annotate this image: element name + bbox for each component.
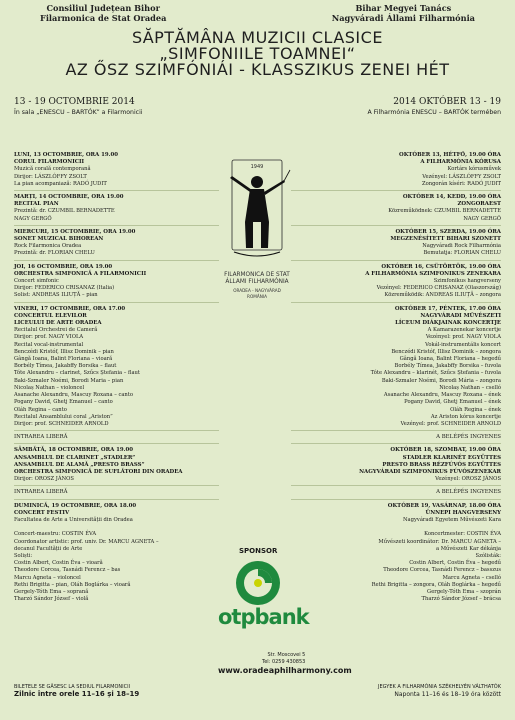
ro-event-1 <box>14 152 219 188</box>
event-detail: Asanache Alexandru, Mascuy Roxana – canto <box>14 392 133 399</box>
website-link[interactable]: www.oradeaphilharmony.com <box>218 666 352 675</box>
event-detail: La pian acompaniază: RADÓ JUDIT <box>14 180 107 187</box>
event-detail: Pogany David, Ghetj Emanuel – canto <box>14 399 113 406</box>
event-heading: VINERI, 17 OCTOMBRIE, ORA 17.00 <box>14 305 126 312</box>
event-detail: Tharzó Sándor József – brácsa <box>421 596 501 603</box>
event-detail: Borbély Tímea, Jakabffy Borsika – fuvola <box>394 363 501 370</box>
date-right: 2014 OKTÓBER 13 - 19 <box>393 97 501 107</box>
event-detail: NAGY GERGŐ <box>14 215 52 222</box>
sponsor-label: SPONSOR <box>239 547 278 555</box>
hu-event-1 <box>291 152 501 188</box>
event-heading: OKTÓBER 19, VASÁRNAP, 18.00 ÓRA <box>387 502 501 509</box>
event-detail: Tóte Alexandru – clarinet, Szűcs Ștefania – flaut <box>14 370 140 377</box>
hu-event-6 <box>291 447 501 496</box>
divider <box>14 485 219 486</box>
divider <box>14 302 219 303</box>
header-right-line2: Nagyváradi Állami Filharmónia <box>331 13 475 23</box>
event-heading: SÂMBĂTĂ, 18 OCTOMBRIE, ORA 19.00 <box>14 447 134 454</box>
event-detail: Tharzó Sándor József – violă <box>14 596 89 603</box>
event-detail: Gergely-Tóth Ema – szoprán <box>427 588 501 595</box>
header-left-line1: Consiliul Județean Bihor <box>46 3 160 13</box>
footer-left <box>14 684 139 698</box>
event-detail: Coordonator artistic: prof. univ. Dr. MARCU AGNETA – <box>14 538 159 545</box>
event-heading: CORUL FILARMONICII <box>14 159 85 166</box>
event-detail: Vezényel: OROSZ JÁNOS <box>435 476 501 483</box>
event-detail: Asanache Alexandru, Mascuy Roxana – ének <box>383 392 501 399</box>
address-phone: Tel: 0259 430853 <box>262 659 306 665</box>
event-detail: Gângă Ioana, Balint Floriana – vioară <box>14 356 113 363</box>
divider <box>291 499 501 500</box>
event-heading: SONET MUZICAL BIHOREAN <box>14 236 104 243</box>
event-detail: Theodore Corcea, Tasnádi Ferencz – basszus <box>383 567 501 574</box>
event-detail: Marcu Agneta – violoncel <box>14 574 81 581</box>
footer-left-line1: BILETELE SE GĂSESC LA SEDIUL FILARMONICII <box>14 684 131 690</box>
event-detail: Benczédi Kristóf, Illisz Dominik – zongora <box>391 348 501 355</box>
ro-event-5 <box>14 306 219 442</box>
logo-caption-ro: FILARMONICA DE STAT <box>224 272 290 278</box>
header-right-line1: Bihar Megyei Tanács <box>355 3 452 13</box>
event-detail: Oláh Regina – ének <box>450 406 501 413</box>
event-heading: OKTÓBER 17, PÉNTEK, 17.00 ÓRA <box>394 305 501 312</box>
ro-event-7 <box>14 503 219 604</box>
event-heading: A FILHARMÓNIA SZIMFONIKUS ZENEKARA <box>365 270 501 277</box>
address-street: Str. Moscovei 5 <box>267 652 306 658</box>
event-detail: Nicolaș Nathan – cselló <box>439 384 501 391</box>
event-heading: ÜNNEPI HANGVERSENY <box>425 509 501 516</box>
event-detail: Oláh Regina – canto <box>14 406 67 413</box>
hu-event-3 <box>291 229 501 258</box>
otp-bank-logo-icon <box>233 558 283 608</box>
event-detail: Facultatea de Arte a Universității din Oradea <box>14 516 133 523</box>
otp-bank-name: otpbank <box>218 605 309 629</box>
hall-left: În sala „ENESCU – BARTÓK” a Filarmonicii <box>14 109 143 116</box>
divider <box>14 443 219 444</box>
free-entry-note: A BELÉPÉS INGYENES <box>436 489 501 496</box>
event-heading: CONCERTUL ELEVILOR <box>14 312 87 319</box>
event-detail: Az Ariston kórus koncertje <box>430 413 501 420</box>
event-heading: ORCHESTRA SIMFONICĂ DE SUFLĂTORI DIN ORADEA <box>14 468 183 475</box>
event-heading: ANSAMBLUL DE CLARINET „STADLER” <box>14 454 136 461</box>
event-detail: Baki-Szmaler Noémi, Borodi Mária – zongora <box>381 377 501 384</box>
event-heading: LÍCEUM DIÁKJAINAK KONCERTJE <box>395 320 501 327</box>
event-detail: Recitalul Ansamblului coral „Ariston” <box>14 413 113 420</box>
divider <box>14 260 219 261</box>
divider <box>14 430 219 431</box>
logo-caption-city: ORADEA - NAGYVÁRAD <box>233 288 281 293</box>
event-heading: LUNI, 13 OCTOMBRIE, ORA 19.00 <box>14 152 118 158</box>
event-detail: Dirijor: prof. SCHNEIDER ARNOLD <box>14 420 109 427</box>
header-right <box>332 3 475 23</box>
free-entry-note: A BELÉPÉS INGYENES <box>436 434 501 441</box>
footer-right <box>378 684 501 698</box>
divider <box>291 485 501 486</box>
divider <box>291 190 501 191</box>
program-hungarian <box>291 152 501 603</box>
event-detail: Nicolaș Nathan – violoncel <box>14 384 85 391</box>
event-heading: MIERCURI, 15 OCTOMBRIE, ORA 19.00 <box>14 228 136 235</box>
event-heading: JOI, 16 OCTOMBRIE, ORA 19.00 <box>14 263 113 270</box>
logo-caption-country: ROMÂNIA <box>247 294 267 299</box>
event-heading: NAGYVÁRADI MŰVÉSZETI <box>420 312 501 319</box>
event-detail: Gergely-Tóth Ema – soprană <box>14 588 89 595</box>
event-heading: NAGYVÁRADI SZIMFONIKUS FÚVÓSZENEKAR <box>359 468 501 475</box>
header-left <box>40 3 166 23</box>
title-line3: AZ ŐSZ SZIMFÓNIÁI - KLASSZIKUS ZENEI HÉT <box>65 60 450 79</box>
divider <box>291 302 501 303</box>
logo-caption-hu: ÁLLAMI FILHARMÓNIA <box>225 279 289 285</box>
event-detail: Costin Albert, Costin Éva – hegedű <box>409 560 501 567</box>
event-heading: A FILHARMÓNIA KÓRUSA <box>420 159 501 166</box>
event-detail: Soliști: <box>14 552 33 559</box>
event-detail: a Művészeti Kar dékánja <box>435 545 501 552</box>
event-detail: Vezényel: LÁSZLÓFFY ZSOLT <box>422 173 501 180</box>
event-detail: Theodore Corcea, Tasnádi Ferencz – bas <box>14 567 121 574</box>
event-heading: RECITAL PIAN <box>14 201 59 208</box>
title-line1: SĂPTĂMÂNA MUZICII CLASICE <box>132 28 383 47</box>
event-detail: Művészeti koordinátor: Dr. MARCU AGNETA – <box>378 538 501 545</box>
event-heading: MARȚI, 14 OCTOMBRIE, ORA 19.00 <box>14 194 124 201</box>
event-detail: Vokál-instrumentális koncert <box>425 341 501 348</box>
event-detail: Concert-maestru: COSTIN ÉVA <box>14 531 97 538</box>
event-heading: STADLER KLARINÉT EGYÜTTES <box>402 454 501 461</box>
event-heading: OKTÓBER 13, HÉTFŐ, 19.00 ÓRA <box>399 152 501 158</box>
event-detail: Rethi Brigitta – pian, Oláh Boglárka – vioară <box>14 581 131 588</box>
event-detail: Prezintă: dr. CZUMBIL BERNADETTE <box>14 208 115 215</box>
event-detail: Tóte Alexandru – klarinét, Szűcs Ștefania – fuvola <box>370 370 501 377</box>
free-entry-note: INTRAREA LIBERĂ <box>14 434 68 441</box>
event-detail: Prezintă: dr. FLORIAN CHELU <box>14 250 95 257</box>
event-detail: Marcu Agneta – cselló <box>442 574 501 581</box>
footer-right-line1: JEGYEK A FILHARMÓNIA SZÉKHELYÉN VÁLTHATÓK <box>378 684 501 690</box>
footer-right-line2: Naponta 11–16 és 18–19 óra között <box>394 691 501 698</box>
event-detail: Dirijor: OROSZ JÁNOS <box>14 476 74 483</box>
event-heading: OKTÓBER 16, CSÜTÖRTÖK, 19.00 ÓRA <box>381 263 501 270</box>
event-heading: MEGZENÉSÍTETT BIHARI SZONETT <box>390 236 501 243</box>
title-line2: „SIMFONIILE TOAMNEI“ <box>159 44 356 63</box>
event-heading: PRESTO BRASS RÉZFÚVÓS EGYÜTTES <box>382 461 501 468</box>
divider <box>14 190 219 191</box>
event-detail: Recital vocal-instrumental <box>14 341 84 348</box>
event-heading: ANSAMBLUL DE ALAMĂ „PRESTO BRASS” <box>14 461 145 468</box>
event-detail: NAGY GERGŐ <box>463 215 501 222</box>
ro-event-3 <box>14 229 219 258</box>
date-left: 13 - 19 OCTOMBRIE 2014 <box>14 97 135 107</box>
event-detail: Borbély Tímea, Jakabffy Borsika – flaut <box>14 363 117 370</box>
event-detail: Nagyváradi Rock Filharmónia <box>422 243 501 250</box>
event-detail: Vezényel: prof. SCHNEIDER ARNOLD <box>400 420 501 427</box>
event-detail: Baki-Szmaler Noémi, Borodi Maria – pian <box>14 377 124 384</box>
event-heading: OKTÓBER 15, SZERDA, 19.00 ÓRA <box>395 228 501 235</box>
event-heading: ORCHESTRA SIMFONICĂ A FILARMONICII <box>14 270 147 277</box>
event-detail: Pogany David, Ghetj Emanuel – ének <box>404 399 501 406</box>
divider <box>291 430 501 431</box>
event-detail: Kortárs kórusművek <box>447 166 501 173</box>
event-detail: Szólisták: <box>475 552 501 559</box>
event-detail: Dirijor: prof. NAGY VIOLA <box>14 334 84 341</box>
event-detail: Koncertmester: COSTIN ÉVA <box>424 531 501 538</box>
divider <box>291 225 501 226</box>
event-heading: OKTÓBER 14, KEDD, 19.00 ÓRA <box>402 194 501 201</box>
event-detail: Vezényel: FEDERICO CRISANAZ (Olaszország) <box>376 285 501 292</box>
event-detail: Dirijor: LÁSZLÓFFY ZSOLT <box>14 173 87 180</box>
conductor-logo-icon <box>222 152 292 264</box>
divider <box>14 499 219 500</box>
event-detail: Közreműködnek: CZUMBIL BERNADETTE <box>388 208 501 215</box>
event-detail: Dirijor: FEDERICO CRISANAZ (Italia) <box>14 285 115 292</box>
ro-event-6 <box>14 447 219 496</box>
event-detail: Costin Albert, Costin Éva – vioară <box>14 560 103 567</box>
divider <box>291 260 501 261</box>
event-heading: CONCERT FESTIV <box>14 509 70 516</box>
divider <box>14 225 219 226</box>
event-detail: Nagyváradi Egyetem Művészeti Kara <box>403 516 501 523</box>
event-detail: Szimfonikus hangverseny <box>433 278 501 285</box>
footer-left-line2: Zilnic între orele 11–16 și 18–19 <box>14 690 140 698</box>
logo-year: 1949 <box>250 164 264 170</box>
hu-event-5 <box>291 306 501 442</box>
event-detail: decanul Facultății de Arte <box>14 545 83 552</box>
event-detail: A Kamarazenekar koncertje <box>427 327 501 334</box>
free-entry-note: INTRAREA LIBERĂ <box>14 489 68 496</box>
event-heading: OKTÓBER 18, SZOMBAT, 19.00 ÓRA <box>390 447 501 454</box>
event-detail: Solist: ANDREAS ILIUȚĂ – pian <box>14 292 98 299</box>
divider <box>291 443 501 444</box>
event-detail: Muzică corală contemporană <box>14 166 91 173</box>
event-detail: Rock Filarmonica Oradea <box>14 243 82 250</box>
event-detail: Rethi Brigitta – zongora, Oláh Boglárka – hegedű <box>371 581 501 588</box>
event-detail: Concert simfonic <box>14 278 59 285</box>
ro-event-4 <box>14 264 219 300</box>
event-heading: LICEULUI DE ARTE ORADEA <box>14 320 102 327</box>
hu-event-7 <box>291 503 501 604</box>
hu-event-2 <box>291 194 501 223</box>
address <box>262 652 305 666</box>
event-detail: Benczédi Kristóf, Illisz Dominik – pian <box>14 348 114 355</box>
event-detail: Közreműködik: ANDREAS ILIUȚĂ – zongora <box>384 292 501 299</box>
header-left-line2: Filarmonica de Stat Oradea <box>40 13 167 23</box>
event-detail: Zongorán kíséri: RADÓ JUDIT <box>422 180 501 187</box>
program-romanian <box>14 152 219 603</box>
event-detail: Bemutatja: FLORIAN CHELU <box>423 250 501 257</box>
event-detail: Recitalul Orchestrei de Cameră <box>14 327 98 334</box>
ro-event-2 <box>14 194 219 223</box>
hall-right: A Filharmónia ENESCU – BARTÓK termében <box>367 109 501 116</box>
event-detail: Gângă Ioana, Balint Floriana – hegedű <box>399 356 501 363</box>
event-heading: DUMINICĂ, 19 OCTOMBRIE, ORA 18.00 <box>14 502 137 509</box>
event-detail: Vezényel: prof. NAGY VIOLA <box>425 334 501 341</box>
event-heading: ZONGORAEST <box>457 201 501 208</box>
